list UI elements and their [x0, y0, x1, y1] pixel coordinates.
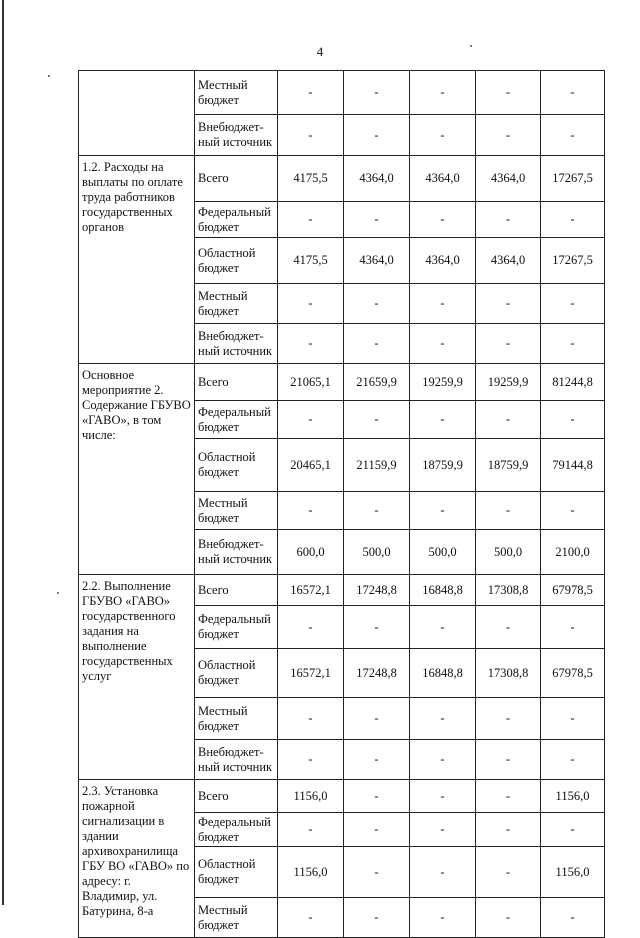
- amount-cell: 4364,0: [410, 238, 476, 284]
- amount-cell: -: [476, 492, 541, 530]
- amount-cell: -: [410, 847, 476, 898]
- amount-cell: -: [344, 606, 410, 649]
- amount-cell: -: [278, 115, 344, 156]
- amount-cell: -: [476, 202, 541, 238]
- amount-cell: -: [476, 780, 541, 813]
- amount-cell: -: [476, 284, 541, 324]
- amount-cell: -: [541, 202, 605, 238]
- funding-source-cell: Всего: [195, 364, 278, 401]
- amount-cell: 500,0: [410, 530, 476, 575]
- amount-cell: 1156,0: [541, 780, 605, 813]
- amount-cell: 4364,0: [476, 238, 541, 284]
- amount-cell: 16572,1: [278, 575, 344, 606]
- amount-cell: 79144,8: [541, 439, 605, 492]
- scan-speck: [48, 75, 50, 77]
- amount-cell: -: [541, 401, 605, 439]
- amount-cell: 4364,0: [476, 156, 541, 202]
- amount-cell: -: [476, 698, 541, 740]
- funding-source-cell: Внебюджет-ный источник: [195, 530, 278, 575]
- amount-cell: -: [278, 740, 344, 780]
- amount-cell: -: [344, 492, 410, 530]
- funding-source-cell: Областной бюджет: [195, 439, 278, 492]
- funding-source-cell: Федеральный бюджет: [195, 401, 278, 439]
- amount-cell: -: [344, 401, 410, 439]
- budget-table-body: [79, 71, 605, 938]
- amount-cell: 1156,0: [278, 847, 344, 898]
- amount-cell: 600,0: [278, 530, 344, 575]
- amount-cell: -: [278, 698, 344, 740]
- amount-cell: -: [410, 492, 476, 530]
- amount-cell: -: [410, 324, 476, 364]
- funding-source-cell: Областной бюджет: [195, 649, 278, 698]
- amount-cell: -: [476, 813, 541, 847]
- amount-cell: -: [344, 115, 410, 156]
- funding-source-cell: Федеральный бюджет: [195, 202, 278, 238]
- amount-cell: -: [476, 71, 541, 115]
- amount-cell: -: [344, 698, 410, 740]
- amount-cell: -: [278, 401, 344, 439]
- table-row: [79, 780, 605, 813]
- funding-source-cell: Местный бюджет: [195, 898, 278, 938]
- funding-source-cell: Всего: [195, 156, 278, 202]
- funding-source-cell: Местный бюджет: [195, 284, 278, 324]
- amount-cell: -: [476, 401, 541, 439]
- amount-cell: 18759,9: [410, 439, 476, 492]
- amount-cell: -: [410, 898, 476, 938]
- amount-cell: 4175,5: [278, 238, 344, 284]
- amount-cell: -: [541, 284, 605, 324]
- amount-cell: 4364,0: [344, 156, 410, 202]
- amount-cell: 17308,8: [476, 649, 541, 698]
- funding-source-cell: Федеральный бюджет: [195, 813, 278, 847]
- amount-cell: -: [278, 71, 344, 115]
- amount-cell: -: [476, 115, 541, 156]
- item-title-cell: Основное мероприятие 2. Содержание ГБУВО «ГАВО», в том числе:: [79, 364, 195, 575]
- amount-cell: 17267,5: [541, 238, 605, 284]
- amount-cell: -: [410, 740, 476, 780]
- amount-cell: -: [344, 202, 410, 238]
- amount-cell: 67978,5: [541, 575, 605, 606]
- amount-cell: 21065,1: [278, 364, 344, 401]
- amount-cell: -: [541, 492, 605, 530]
- amount-cell: -: [410, 401, 476, 439]
- amount-cell: 16572,1: [278, 649, 344, 698]
- amount-cell: -: [344, 780, 410, 813]
- amount-cell: 4364,0: [344, 238, 410, 284]
- amount-cell: -: [476, 740, 541, 780]
- amount-cell: -: [541, 698, 605, 740]
- amount-cell: -: [278, 606, 344, 649]
- amount-cell: -: [476, 847, 541, 898]
- amount-cell: 1156,0: [278, 780, 344, 813]
- funding-source-cell: Внебюджет-ный источник: [195, 115, 278, 156]
- amount-cell: -: [541, 813, 605, 847]
- amount-cell: -: [541, 606, 605, 649]
- funding-source-cell: Внебюджет-ный источник: [195, 324, 278, 364]
- budget-table: [78, 70, 605, 938]
- scan-edge-line: [2, 0, 4, 905]
- amount-cell: -: [344, 740, 410, 780]
- amount-cell: -: [410, 813, 476, 847]
- amount-cell: -: [344, 284, 410, 324]
- funding-source-cell: Всего: [195, 575, 278, 606]
- amount-cell: -: [410, 780, 476, 813]
- funding-source-cell: Внебюджет-ный источник: [195, 740, 278, 780]
- page-number: 4: [316, 44, 324, 59]
- amount-cell: 19259,9: [476, 364, 541, 401]
- amount-cell: -: [344, 71, 410, 115]
- amount-cell: 2100,0: [541, 530, 605, 575]
- amount-cell: -: [476, 606, 541, 649]
- amount-cell: -: [410, 606, 476, 649]
- amount-cell: 4175,5: [278, 156, 344, 202]
- item-title-cell: 1.2. Расходы на выплаты по оплате труда работников государственных органов: [79, 156, 195, 364]
- amount-cell: 17248,8: [344, 575, 410, 606]
- amount-cell: 17248,8: [344, 649, 410, 698]
- funding-source-cell: Местный бюджет: [195, 492, 278, 530]
- amount-cell: 16848,8: [410, 649, 476, 698]
- funding-source-cell: Областной бюджет: [195, 238, 278, 284]
- amount-cell: -: [541, 898, 605, 938]
- amount-cell: 17308,8: [476, 575, 541, 606]
- funding-source-cell: Областной бюджет: [195, 847, 278, 898]
- amount-cell: 21659,9: [344, 364, 410, 401]
- funding-source-cell: Местный бюджет: [195, 698, 278, 740]
- amount-cell: -: [278, 284, 344, 324]
- amount-cell: -: [541, 740, 605, 780]
- amount-cell: -: [278, 324, 344, 364]
- amount-cell: -: [278, 898, 344, 938]
- amount-cell: -: [344, 847, 410, 898]
- amount-cell: -: [410, 698, 476, 740]
- amount-cell: -: [278, 492, 344, 530]
- funding-source-cell: Местный бюджет: [195, 71, 278, 115]
- amount-cell: 17267,5: [541, 156, 605, 202]
- amount-cell: -: [541, 324, 605, 364]
- amount-cell: 4364,0: [410, 156, 476, 202]
- amount-cell: -: [278, 202, 344, 238]
- item-title-cell: 2.3. Установка пожарной сигнализации в здании архивохранилища ГБУ ВО «ГАВО» по адресу: г. Владимир, ул. Батурина, 8-а: [79, 780, 195, 938]
- table-row: [79, 156, 605, 202]
- amount-cell: -: [476, 324, 541, 364]
- funding-source-cell: Всего: [195, 780, 278, 813]
- amount-cell: 18759,9: [476, 439, 541, 492]
- amount-cell: 16848,8: [410, 575, 476, 606]
- amount-cell: 81244,8: [541, 364, 605, 401]
- amount-cell: -: [344, 813, 410, 847]
- funding-source-cell: Федеральный бюджет: [195, 606, 278, 649]
- item-title-cell: [79, 71, 195, 156]
- amount-cell: -: [410, 284, 476, 324]
- scan-speck: [57, 592, 59, 594]
- table-row: [79, 71, 605, 115]
- amount-cell: 500,0: [476, 530, 541, 575]
- amount-cell: 1156,0: [541, 847, 605, 898]
- amount-cell: 67978,5: [541, 649, 605, 698]
- amount-cell: 20465,1: [278, 439, 344, 492]
- amount-cell: -: [410, 202, 476, 238]
- amount-cell: 500,0: [344, 530, 410, 575]
- amount-cell: -: [476, 898, 541, 938]
- amount-cell: -: [278, 813, 344, 847]
- amount-cell: -: [344, 898, 410, 938]
- amount-cell: -: [541, 71, 605, 115]
- amount-cell: -: [541, 115, 605, 156]
- item-title-cell: 2.2. Выполнение ГБУВО «ГАВО» государственного задания на выполнение государственных услуг: [79, 575, 195, 780]
- amount-cell: -: [344, 324, 410, 364]
- table-row: [79, 575, 605, 606]
- table-row: [79, 364, 605, 401]
- amount-cell: 19259,9: [410, 364, 476, 401]
- amount-cell: -: [410, 71, 476, 115]
- amount-cell: -: [410, 115, 476, 156]
- amount-cell: 21159,9: [344, 439, 410, 492]
